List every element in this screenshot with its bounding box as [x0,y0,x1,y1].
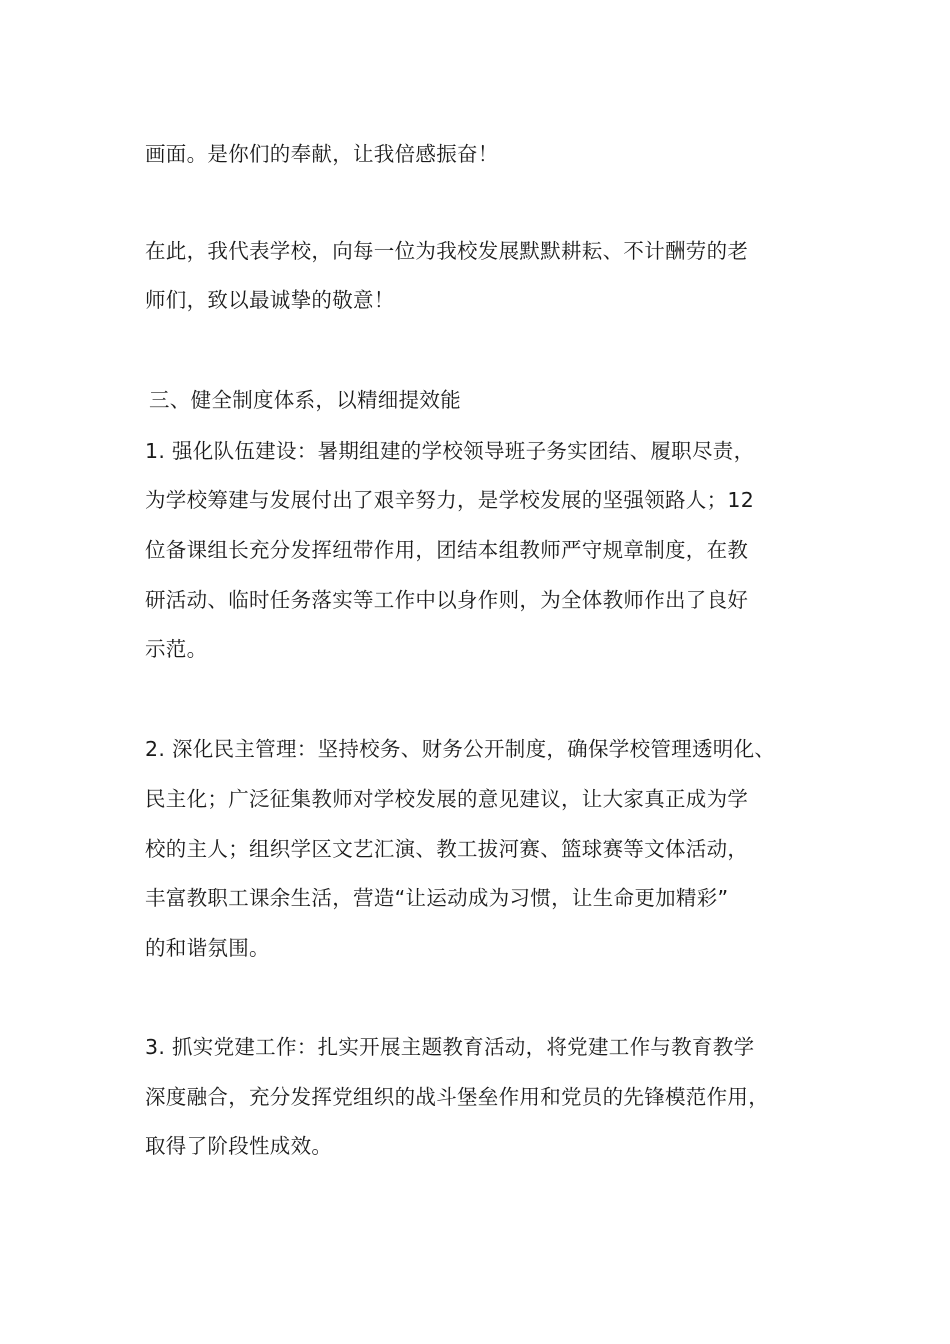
text-line: 研活动、临时任务落实等工作中以身作则，为全体教师作出了良好 [145,588,749,612]
text-line: 为学校筹建与发展付出了艰辛努力，是学校发展的坚强领路人；12 [145,488,755,512]
text-line: 画面。是你们的奉献，让我倍感振奋！ [145,142,499,166]
text-line: 校的主人；组织学区文艺汇演、教工拔河赛、篮球赛等文体活动， [145,837,749,861]
text-line: 的和谐氛围。 [145,936,270,960]
text-line: 丰富教职工课余生活，营造“让运动成为习惯，让生命更加精彩” [145,886,729,910]
text-line: 1. 强化队伍建设：暑期组建的学校领导班子务实团结、履职尽责， [145,439,755,463]
text-line: 民主化；广泛征集教师对学校发展的意见建议，让大家真正成为学 [145,787,749,811]
text-line: 师们，致以最诚挚的敬意！ [145,288,395,312]
text-line: 在此，我代表学校，向每一位为我校发展默默耕耘、不计酬劳的老 [145,239,749,263]
text-line: 3. 抓实党建工作：扎实开展主题教育活动，将党建工作与教育教学 [145,1035,755,1059]
text-line: 2. 深化民主管理：坚持校务、财务公开制度，确保学校管理透明化、 [145,737,776,761]
section-heading: 三、健全制度体系，以精细提效能 [149,388,461,412]
text-line: 位备课组长充分发挥纽带作用，团结本组教师严守规章制度，在教 [145,538,749,562]
text-line: 深度融合，充分发挥党组织的战斗堡垒作用和党员的先锋模范作用， [145,1085,769,1109]
text-line: 取得了阶段性成效。 [145,1134,333,1158]
text-line: 示范。 [145,637,208,661]
